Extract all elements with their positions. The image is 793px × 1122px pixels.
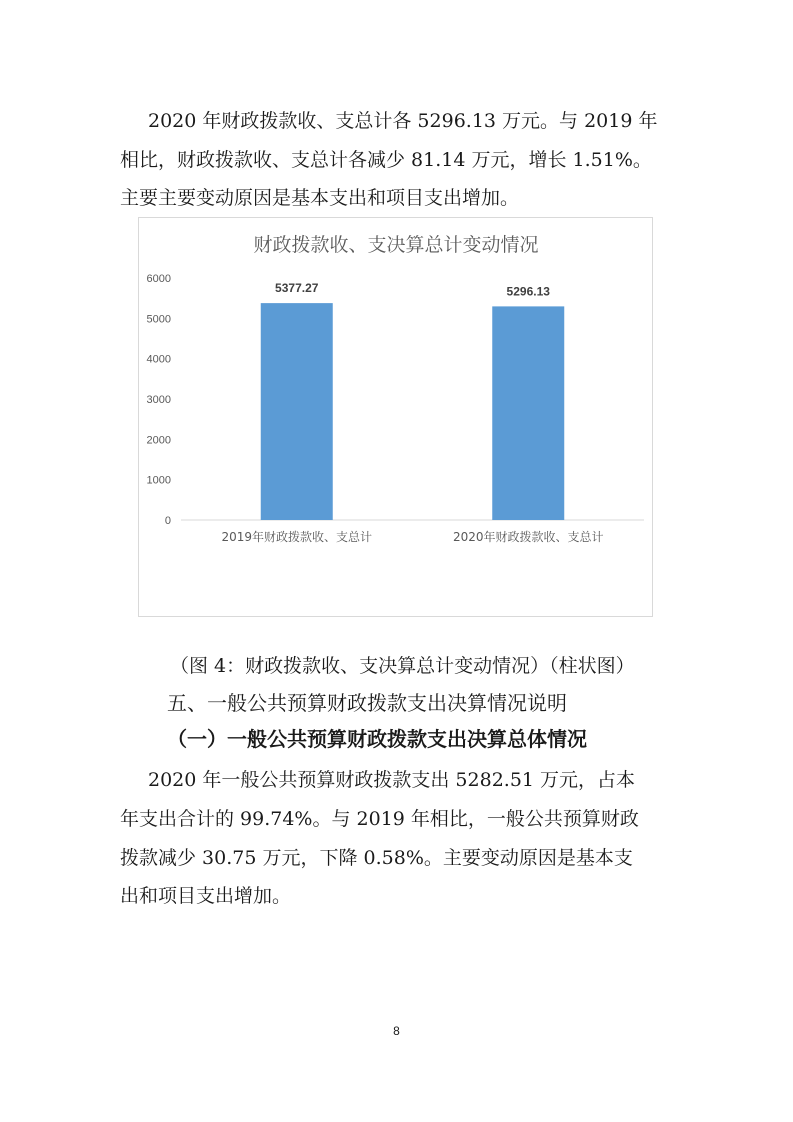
y-tick-label: 4000 (146, 353, 171, 366)
y-tick-label: 1000 (146, 474, 171, 487)
bar (261, 303, 333, 520)
paragraph-line: 出和项目支出增加。 (120, 885, 292, 907)
paragraph-line: 2020 年一般公共预算财政拨款支出 5282.51 万元，占本 (148, 769, 636, 791)
chart-title: 财政拨款收、支决算总计变动情况 (253, 234, 539, 256)
bar (492, 306, 564, 520)
figure-caption: （图 4：财政拨款收、支决算总计变动情况）（柱状图） (170, 655, 635, 677)
y-tick-label: 0 (164, 515, 171, 527)
paragraph-line: 年支出合计的 99.74%。与 2019 年相比，一般公共预算财政 (120, 808, 639, 830)
subsection-heading: （一）一般公共预算财政拨款支出决算总体情况 (167, 727, 587, 751)
bar-chart-svg (139, 218, 654, 618)
y-tick-label: 2000 (146, 434, 171, 447)
bar-value-label: 5377.27 (275, 281, 319, 296)
y-tick-label: 5000 (146, 313, 171, 326)
paragraph-line: 2020 年财政拨款收、支总计各 5296.13 万元。与 2019 年 (148, 110, 658, 132)
y-tick-label: 6000 (146, 273, 171, 285)
y-tick-label: 3000 (146, 394, 171, 406)
bar-chart (138, 217, 653, 617)
page-number: 8 (393, 1024, 400, 1038)
x-category-label: 2019年财政拨款收、支总计 (221, 530, 373, 544)
paragraph-line: 主要主要变动原因是基本支出和项目支出增加。 (120, 187, 520, 209)
x-category-label: 2020年财政拨款收、支总计 (452, 530, 604, 544)
paragraph-line: 拨款减少 30.75 万元，下降 0.58%。主要变动原因是基本支 (120, 847, 633, 869)
bar-value-label: 5296.13 (506, 284, 550, 299)
section-heading: 五、一般公共预算财政拨款支出决算情况说明 (167, 691, 567, 715)
paragraph-line: 相比，财政拨款收、支总计各减少 81.14 万元，增长 1.51%。 (120, 149, 652, 171)
